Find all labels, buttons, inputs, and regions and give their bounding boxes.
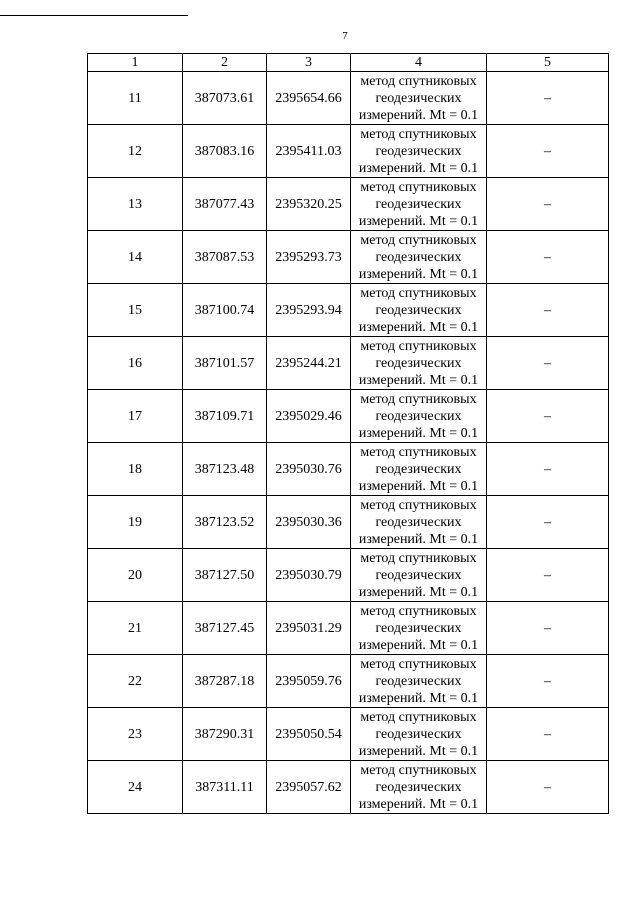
method-text-line: метод спутниковых (360, 285, 477, 301)
method-cell (351, 72, 487, 125)
method-text-line: измерений. Mt = 0.1 (358, 690, 479, 706)
point-number-cell: 12 (88, 125, 183, 178)
method-cell (351, 337, 487, 390)
method-text-line: геодезических (375, 514, 462, 530)
method-cell (351, 284, 487, 337)
x-coordinate-cell: 387083.16 (183, 125, 267, 178)
method-cell (351, 390, 487, 443)
method-text-line: измерений. Mt = 0.1 (358, 743, 479, 759)
method-text-line: измерений. Mt = 0.1 (358, 584, 479, 600)
note-cell: – (487, 284, 609, 337)
note-cell: – (487, 549, 609, 602)
point-number-cell: 24 (88, 761, 183, 814)
method-text-line: геодезических (375, 355, 462, 371)
point-number-cell: 19 (88, 496, 183, 549)
top-rule (0, 15, 188, 16)
method-text-line: геодезических (375, 461, 462, 477)
point-number-cell: 11 (88, 72, 183, 125)
y-coordinate-cell: 2395293.73 (267, 231, 351, 284)
point-number-cell: 15 (88, 284, 183, 337)
point-number-cell: 22 (88, 655, 183, 708)
table-row (88, 178, 609, 231)
method-text-line: измерений. Mt = 0.1 (358, 796, 479, 812)
method-text-line: метод спутниковых (360, 73, 477, 89)
table-row (88, 337, 609, 390)
y-coordinate-cell: 2395030.76 (267, 443, 351, 496)
table-row (88, 284, 609, 337)
table-body (88, 54, 609, 814)
method-text-line: геодезических (375, 90, 462, 106)
table-row (88, 496, 609, 549)
method-text-line: измерений. Mt = 0.1 (358, 531, 479, 547)
method-text-line: измерений. Mt = 0.1 (358, 372, 479, 388)
x-coordinate-cell: 387077.43 (183, 178, 267, 231)
table-row (88, 443, 609, 496)
table-row (88, 761, 609, 814)
y-coordinate-cell: 2395057.62 (267, 761, 351, 814)
point-number-cell: 17 (88, 390, 183, 443)
y-coordinate-cell: 2395059.76 (267, 655, 351, 708)
point-number-cell: 18 (88, 443, 183, 496)
x-coordinate-cell: 387123.52 (183, 496, 267, 549)
y-coordinate-cell: 2395293.94 (267, 284, 351, 337)
note-cell: – (487, 337, 609, 390)
method-text-line: измерений. Mt = 0.1 (358, 319, 479, 335)
note-cell: – (487, 443, 609, 496)
method-text-line: измерений. Mt = 0.1 (358, 266, 479, 282)
method-cell (351, 549, 487, 602)
method-cell (351, 125, 487, 178)
point-number-cell: 21 (88, 602, 183, 655)
y-coordinate-cell: 2395320.25 (267, 178, 351, 231)
method-cell (351, 496, 487, 549)
column-header-2: 2 (183, 54, 267, 72)
note-cell: – (487, 125, 609, 178)
x-coordinate-cell: 387109.71 (183, 390, 267, 443)
x-coordinate-cell: 387287.18 (183, 655, 267, 708)
method-text-line: метод спутниковых (360, 126, 477, 142)
y-coordinate-cell: 2395050.54 (267, 708, 351, 761)
note-cell: – (487, 496, 609, 549)
method-text-line: геодезических (375, 567, 462, 583)
table-row (88, 655, 609, 708)
note-cell: – (487, 390, 609, 443)
method-text-line: метод спутниковых (360, 762, 477, 778)
x-coordinate-cell: 387127.45 (183, 602, 267, 655)
x-coordinate-cell: 387073.61 (183, 72, 267, 125)
method-cell (351, 655, 487, 708)
table-row (88, 708, 609, 761)
method-text-line: измерений. Mt = 0.1 (358, 160, 479, 176)
point-number-cell: 13 (88, 178, 183, 231)
method-cell (351, 708, 487, 761)
method-text-line: метод спутниковых (360, 391, 477, 407)
table-row (88, 231, 609, 284)
method-text-line: геодезических (375, 779, 462, 795)
column-header-5: 5 (487, 54, 609, 72)
method-text-line: геодезических (375, 196, 462, 212)
point-number-cell: 20 (88, 549, 183, 602)
x-coordinate-cell: 387101.57 (183, 337, 267, 390)
method-text-line: измерений. Mt = 0.1 (358, 425, 479, 441)
table-row (88, 602, 609, 655)
method-text-line: метод спутниковых (360, 550, 477, 566)
note-cell: – (487, 708, 609, 761)
method-cell (351, 231, 487, 284)
method-text-line: метод спутниковых (360, 603, 477, 619)
method-cell (351, 178, 487, 231)
method-text-line: геодезических (375, 726, 462, 742)
y-coordinate-cell: 2395031.29 (267, 602, 351, 655)
method-text-line: измерений. Mt = 0.1 (358, 637, 479, 653)
y-coordinate-cell: 2395030.36 (267, 496, 351, 549)
note-cell: – (487, 761, 609, 814)
method-text-line: метод спутниковых (360, 232, 477, 248)
method-cell (351, 761, 487, 814)
y-coordinate-cell: 2395029.46 (267, 390, 351, 443)
coordinates-table (87, 53, 609, 814)
note-cell: – (487, 178, 609, 231)
method-text-line: геодезических (375, 143, 462, 159)
x-coordinate-cell: 387290.31 (183, 708, 267, 761)
point-number-cell: 23 (88, 708, 183, 761)
method-text-line: метод спутниковых (360, 179, 477, 195)
method-cell (351, 602, 487, 655)
table-row (88, 125, 609, 178)
note-cell: – (487, 72, 609, 125)
method-text-line: метод спутниковых (360, 709, 477, 725)
table-row (88, 390, 609, 443)
method-text-line: геодезических (375, 249, 462, 265)
column-header-3: 3 (267, 54, 351, 72)
page-number: 7 (342, 30, 348, 42)
method-text-line: метод спутниковых (360, 444, 477, 460)
x-coordinate-cell: 387123.48 (183, 443, 267, 496)
method-text-line: геодезических (375, 302, 462, 318)
method-cell (351, 443, 487, 496)
note-cell: – (487, 231, 609, 284)
table-row (88, 72, 609, 125)
method-text-line: метод спутниковых (360, 338, 477, 354)
method-text-line: геодезических (375, 620, 462, 636)
method-text-line: геодезических (375, 673, 462, 689)
column-header-1: 1 (88, 54, 183, 72)
header-row (88, 54, 609, 72)
x-coordinate-cell: 387100.74 (183, 284, 267, 337)
y-coordinate-cell: 2395244.21 (267, 337, 351, 390)
y-coordinate-cell: 2395411.03 (267, 125, 351, 178)
y-coordinate-cell: 2395654.66 (267, 72, 351, 125)
y-coordinate-cell: 2395030.79 (267, 549, 351, 602)
table-row (88, 549, 609, 602)
method-text-line: метод спутниковых (360, 656, 477, 672)
x-coordinate-cell: 387311.11 (183, 761, 267, 814)
note-cell: – (487, 602, 609, 655)
method-text-line: измерений. Mt = 0.1 (358, 107, 479, 123)
x-coordinate-cell: 387127.50 (183, 549, 267, 602)
method-text-line: геодезических (375, 408, 462, 424)
method-text-line: измерений. Mt = 0.1 (358, 213, 479, 229)
x-coordinate-cell: 387087.53 (183, 231, 267, 284)
method-text-line: метод спутниковых (360, 497, 477, 513)
point-number-cell: 14 (88, 231, 183, 284)
point-number-cell: 16 (88, 337, 183, 390)
method-text-line: измерений. Mt = 0.1 (358, 478, 479, 494)
column-header-4: 4 (351, 54, 487, 72)
note-cell: – (487, 655, 609, 708)
